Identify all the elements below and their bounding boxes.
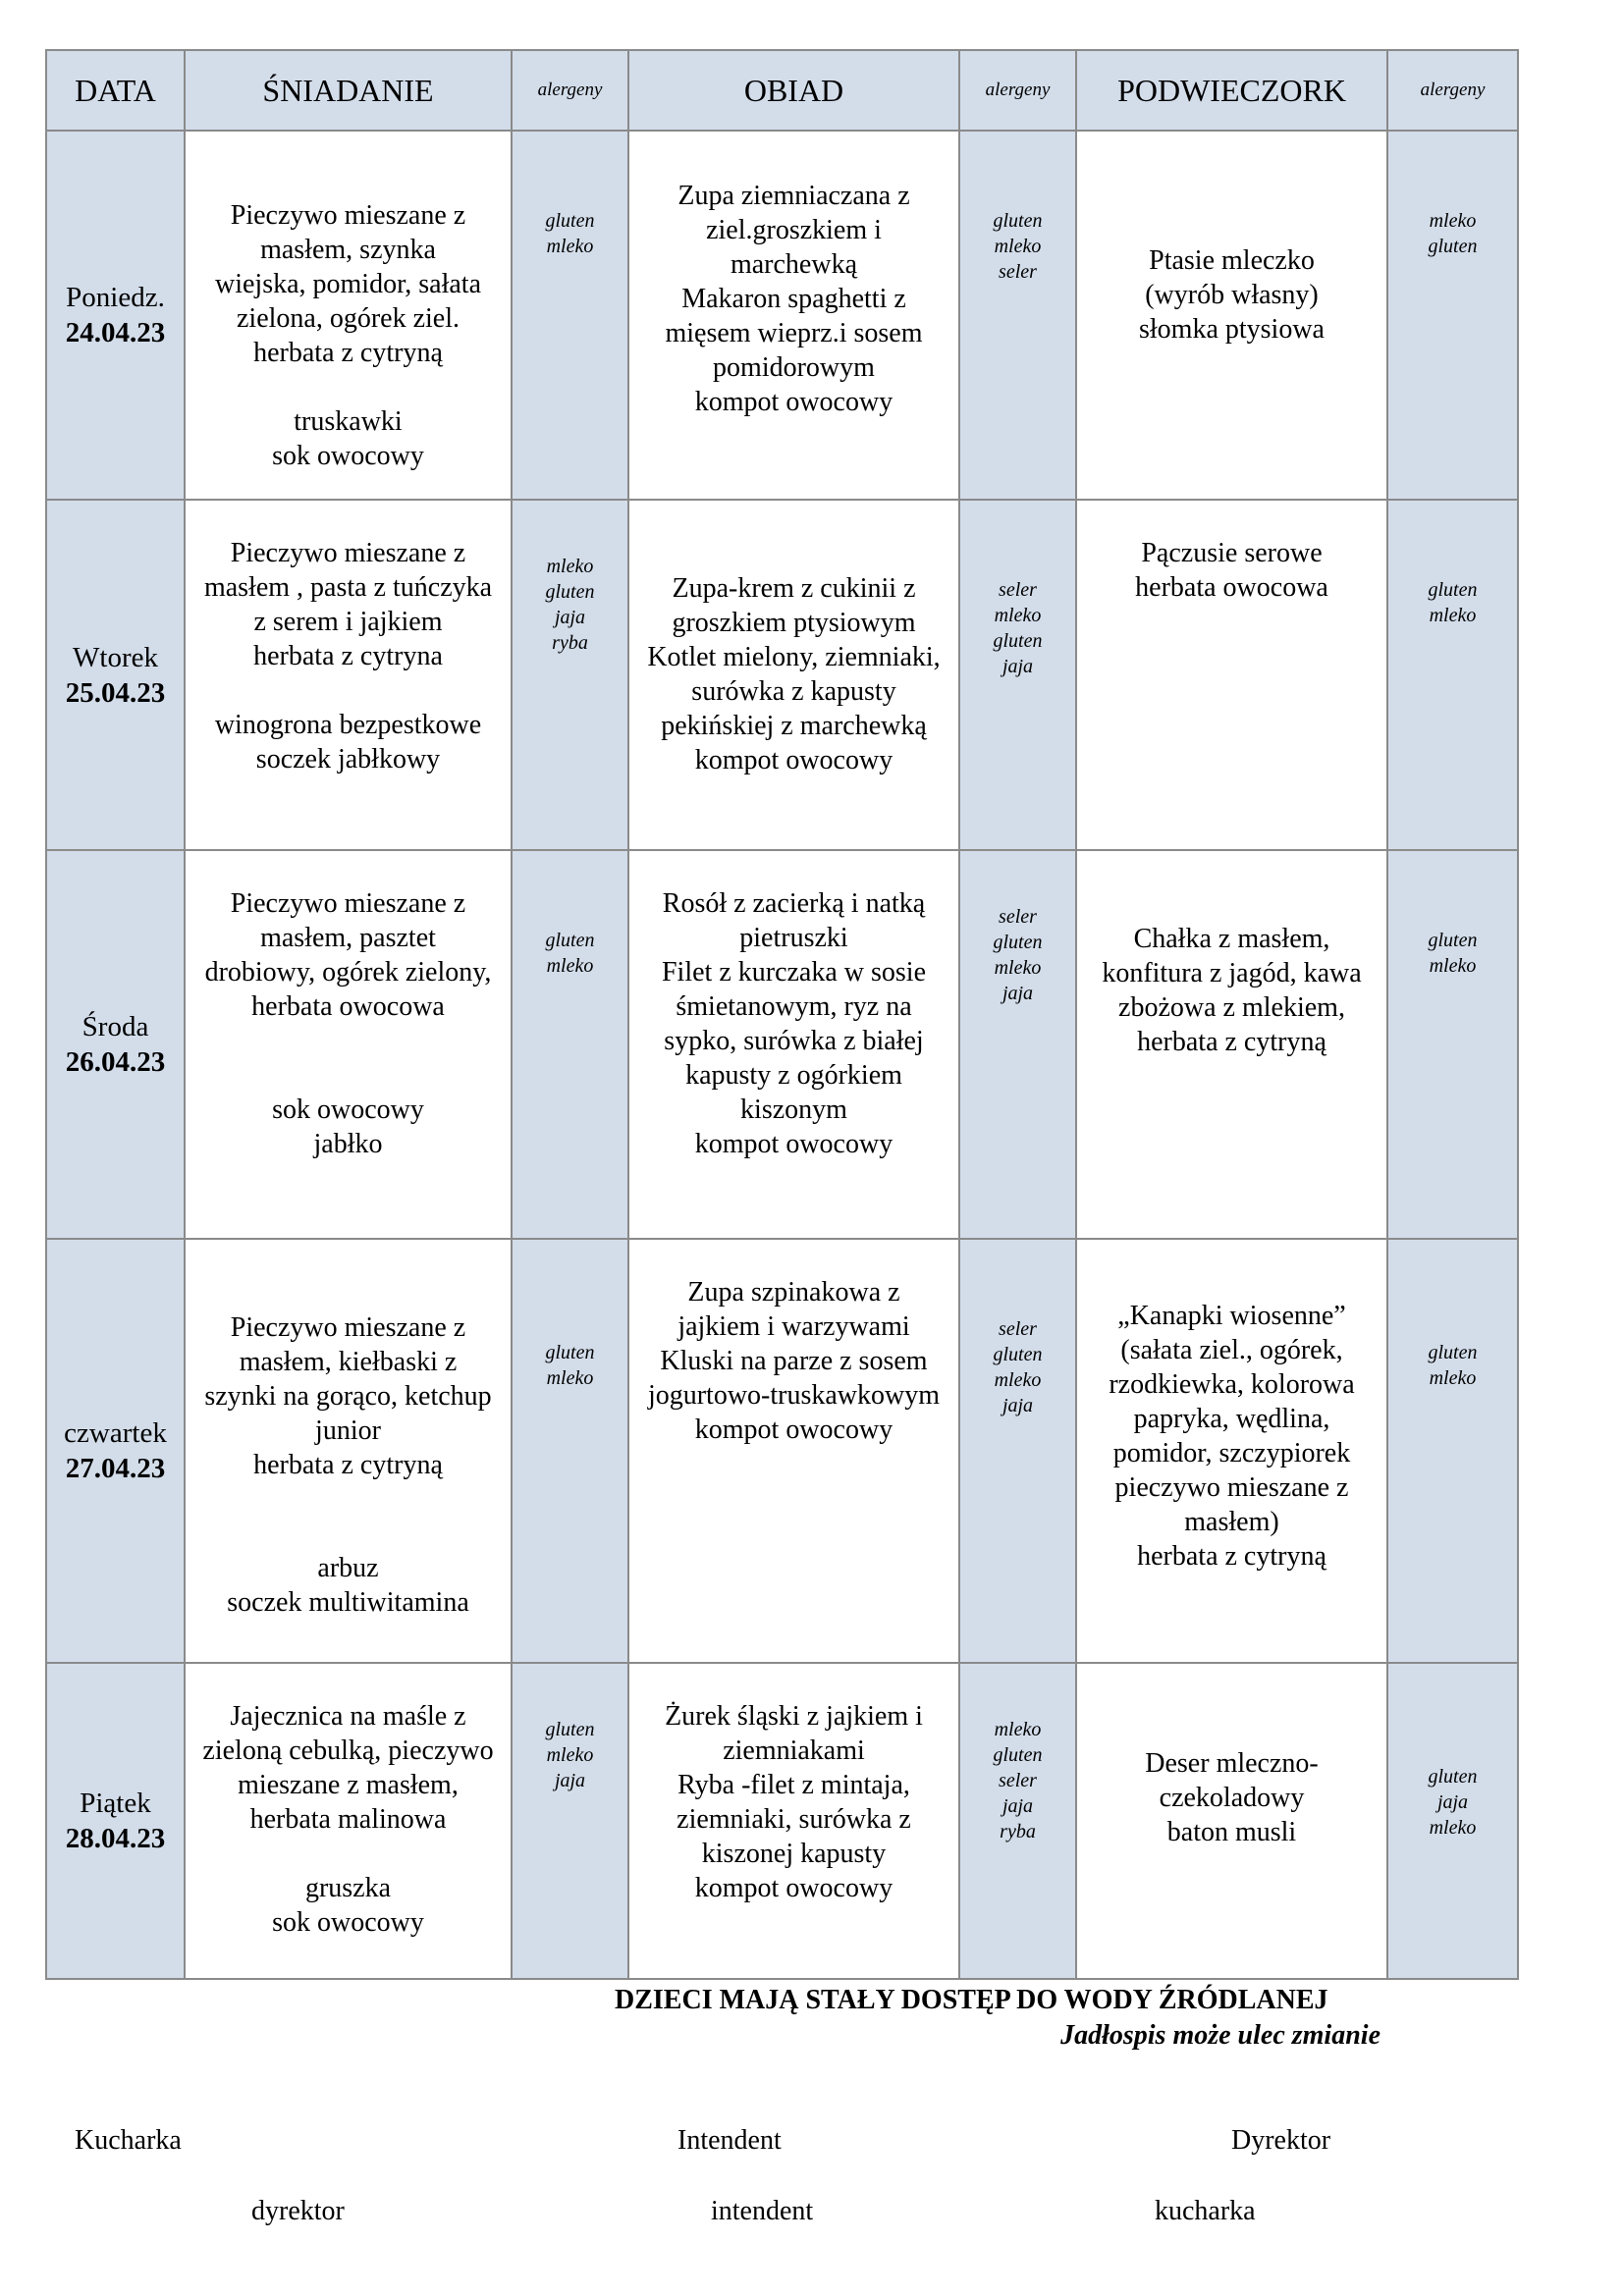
snack-cell: [1076, 1239, 1387, 1663]
allergen-item: gluten: [1428, 236, 1478, 257]
menu-line: jabłko: [313, 1129, 383, 1159]
menu-line: z serem i jajkiem: [253, 607, 443, 637]
snack-allergens-cell: [1387, 1239, 1518, 1663]
menu-line: Zupa ziemniaczana z: [677, 181, 910, 211]
menu-line: Jajecznica na maśle z: [230, 1701, 466, 1732]
snack-cell: [1076, 500, 1387, 850]
menu-line: sok owocowy: [272, 1095, 424, 1125]
header-row: [46, 50, 1518, 131]
allergen-item: seler: [999, 906, 1037, 928]
menu-line: kompot owocowy: [694, 1129, 893, 1159]
menu-line: herbata owocowa: [1135, 572, 1328, 603]
allergen-item: mleko: [1429, 955, 1477, 977]
allergen-item: ryba: [1000, 1821, 1036, 1842]
menu-line: soczek jabłkowy: [255, 744, 441, 774]
menu-line: jajkiem i warzywami: [677, 1311, 910, 1342]
lunch-allergens-cell: [959, 1663, 1076, 1979]
day-date: 24.04.23: [65, 317, 166, 348]
menu-line: gruszka: [304, 1873, 392, 1903]
allergen-item: gluten: [993, 630, 1043, 652]
signature-director-name: dyrektor: [251, 2196, 345, 2226]
menu-line: pieczywo mieszane z: [1114, 1472, 1349, 1503]
day-cell: [46, 500, 185, 850]
allergen-item: mleko: [994, 957, 1042, 979]
menu-line: Chałka z masłem,: [1133, 924, 1330, 954]
snack-allergens-cell: [1387, 500, 1518, 850]
menu-line: kiszonym: [740, 1095, 847, 1125]
allergen-item: gluten: [1428, 930, 1478, 951]
signature-cook-name: kucharka: [1155, 2196, 1256, 2226]
menu-line: kompot owocowy: [694, 1873, 893, 1903]
lunch-allergens-cell: [959, 850, 1076, 1239]
menu-line: pekińskiej z marchewką: [661, 711, 927, 741]
menu-line: pomidorowym: [713, 352, 875, 383]
breakfast-cell: [185, 1239, 512, 1663]
lunch-cell: [628, 1239, 959, 1663]
menu-line: winogrona bezpestkowe: [214, 710, 482, 740]
allergen-item: gluten: [545, 930, 595, 951]
menu-line: Pieczywo mieszane z: [230, 1312, 466, 1343]
menu-line: szynki na gorąco, ketchup: [204, 1381, 492, 1412]
spacer: [186, 1024, 511, 1058]
spacer: [186, 1482, 511, 1517]
spacer: [186, 370, 511, 404]
menu-line: drobiowy, ogórek zielony,: [204, 957, 492, 988]
day-date: 26.04.23: [65, 1046, 166, 1078]
day-cell: [46, 1663, 185, 1979]
allergen-item: jaja: [1001, 983, 1034, 1004]
menu-line: Pączusie serowe: [1141, 538, 1323, 568]
allergen-item: seler: [999, 261, 1037, 283]
menu-line: marchewką: [730, 249, 858, 280]
menu-table: [45, 49, 1519, 1980]
allergen-item: gluten: [545, 1342, 595, 1363]
menu-line: Pieczywo mieszane z: [230, 888, 466, 919]
breakfast-cell: [185, 1663, 512, 1979]
signature-director-label: Dyrektor: [1231, 2125, 1331, 2156]
menu-line: pietruszki: [739, 923, 848, 953]
breakfast-allergens-cell: [512, 131, 628, 500]
menu-line: groszkiem ptysiowym: [672, 608, 916, 638]
allergen-item: gluten: [1428, 1342, 1478, 1363]
lunch-cell: [628, 1663, 959, 1979]
menu-line: herbata z cytryną: [1137, 1027, 1326, 1057]
allergen-item: jaja: [554, 1770, 586, 1791]
allergen-item: mleko: [1429, 1817, 1477, 1839]
day-name: Piątek: [80, 1788, 151, 1819]
lunch-cell: [628, 850, 959, 1239]
day-name: Wtorek: [73, 641, 158, 673]
menu-line: truskawki: [294, 406, 403, 437]
breakfast-allergens-cell: [512, 500, 628, 850]
breakfast-cell: [185, 500, 512, 850]
menu-line: sypko, surówka z białej: [664, 1026, 924, 1056]
day-cell: [46, 131, 185, 500]
menu-line: kompot owocowy: [694, 745, 893, 775]
menu-line: słomka ptysiowa: [1139, 314, 1325, 345]
menu-line: konfitura z jagód, kawa: [1102, 958, 1362, 988]
day-name: czwartek: [64, 1417, 167, 1449]
spacer: [186, 1517, 511, 1551]
menu-line: Rosół z zacierką i natką: [662, 888, 926, 919]
menu-line: zielona, ogórek ziel.: [236, 303, 460, 334]
allergen-item: mleko: [546, 556, 594, 577]
day-row: [46, 1663, 1518, 1979]
allergen-item: jaja: [1001, 656, 1034, 677]
menu-line: kompot owocowy: [694, 387, 893, 417]
allergen-item: mleko: [546, 236, 594, 257]
menu-line: herbata z cytryną: [1137, 1541, 1326, 1572]
menu-line: mieszane z masłem,: [238, 1770, 459, 1800]
allergen-item: mleko: [1429, 210, 1477, 232]
menu-line: (wyrób własny): [1145, 280, 1319, 310]
allergen-item: mleko: [994, 236, 1042, 257]
day-name: Poniedz.: [66, 282, 165, 313]
snack-allergens-cell: [1387, 850, 1518, 1239]
breakfast-cell: [185, 850, 512, 1239]
snack-allergens-cell: [1387, 131, 1518, 500]
allergen-item: seler: [999, 1318, 1037, 1340]
day-row: [46, 1239, 1518, 1663]
menu-line: herbata owocowa: [251, 991, 445, 1022]
breakfast-cell: [185, 131, 512, 500]
menu-line: masłem, szynka: [260, 235, 436, 265]
allergen-item: jaja: [1436, 1791, 1469, 1813]
allergen-item: gluten: [993, 932, 1043, 953]
menu-line: Żurek śląski z jajkiem i: [665, 1701, 923, 1732]
day-date: 27.04.23: [65, 1453, 166, 1484]
breakfast-allergens-cell: [512, 1663, 628, 1979]
menu-line: masłem): [1184, 1507, 1279, 1537]
allergen-item: gluten: [993, 1344, 1043, 1365]
allergen-item: jaja: [554, 607, 586, 628]
menu-line: herbata malinowa: [249, 1804, 447, 1835]
menu-line: (sałata ziel., ogórek,: [1120, 1335, 1343, 1365]
menu-line: pomidor, szczypiorek: [1112, 1438, 1351, 1468]
allergen-item: mleko: [994, 605, 1042, 626]
spacer: [186, 1058, 511, 1093]
allergen-item: gluten: [993, 210, 1043, 232]
allergen-item: jaja: [1001, 1795, 1034, 1817]
menu-line: arbuz: [317, 1553, 379, 1583]
menu-line: czekoladowy: [1159, 1783, 1305, 1813]
menu-line: masłem, kiełbaski z: [239, 1347, 458, 1377]
allergen-item: jaja: [1001, 1395, 1034, 1416]
water-notice: DZIECI MAJĄ STAŁY DOSTĘP DO WODY ŹRÓDLANEJ: [615, 1985, 1328, 2015]
allergen-item: mleko: [1429, 1367, 1477, 1389]
menu-line: papryka, wędlina,: [1133, 1404, 1330, 1434]
menu-line: ziel.groszkiem i: [706, 215, 882, 245]
menu-line: herbata z cytryną: [253, 338, 443, 368]
allergen-item: gluten: [545, 581, 595, 603]
allergen-item: seler: [999, 1770, 1037, 1791]
day-row: [46, 850, 1518, 1239]
allergen-item: gluten: [1428, 1766, 1478, 1788]
header-date: DATA: [46, 50, 185, 131]
menu-line: Kluski na parze z sosem: [660, 1346, 928, 1376]
breakfast-allergens-cell: [512, 1239, 628, 1663]
menu-line: Deser mleczno-: [1145, 1748, 1319, 1779]
menu-line: „Kanapki wiosenne”: [1117, 1301, 1346, 1331]
menu-line: rzodkiewka, kolorowa: [1109, 1369, 1355, 1400]
day-row: [46, 500, 1518, 850]
menu-line: ziemniaki, surówka z: [677, 1804, 911, 1835]
signature-cook-label: Kucharka: [75, 2125, 182, 2156]
allergen-item: mleko: [994, 1719, 1042, 1740]
spacer: [186, 1837, 511, 1871]
menu-line: surówka z kapusty: [691, 676, 896, 707]
allergen-item: ryba: [552, 632, 588, 654]
allergen-item: gluten: [1428, 579, 1478, 601]
day-row: [46, 131, 1518, 500]
day-cell: [46, 850, 185, 1239]
spacer: [186, 673, 511, 708]
menu-line: kapusty z ogórkiem: [685, 1060, 902, 1091]
menu-line: masłem , pasta z tuńczyka: [203, 572, 493, 603]
allergen-item: seler: [999, 579, 1037, 601]
menu-line: Ptasie mleczko: [1149, 245, 1315, 276]
menu-line: Filet z kurczaka w sosie: [661, 957, 927, 988]
signature-steward-name: intendent: [711, 2196, 814, 2226]
allergen-item: gluten: [993, 1744, 1043, 1766]
menu-line: Pieczywo mieszane z: [230, 200, 466, 231]
menu-line: Zupa szpinakowa z: [687, 1277, 900, 1308]
menu-line: herbata z cytryną: [253, 1450, 443, 1480]
allergen-item: gluten: [545, 1719, 595, 1740]
menu-line: masłem, pasztet: [260, 923, 436, 953]
menu-line: soczek multiwitamina: [227, 1587, 469, 1618]
signature-steward-label: Intendent: [677, 2125, 782, 2156]
menu-line: wiejska, pomidor, sałata: [214, 269, 482, 299]
menu-line: Ryba -filet z mintaja,: [677, 1770, 910, 1800]
lunch-allergens-cell: [959, 500, 1076, 850]
snack-cell: [1076, 131, 1387, 500]
header-lunch: OBIAD: [628, 50, 959, 131]
menu-line: kompot owocowy: [694, 1415, 893, 1445]
allergen-item: mleko: [546, 955, 594, 977]
day-cell: [46, 1239, 185, 1663]
menu-line: jogurtowo-truskawkowym: [647, 1380, 941, 1411]
lunch-allergens-cell: [959, 1239, 1076, 1663]
menu-line: śmietanowym, ryz na: [676, 991, 912, 1022]
breakfast-allergens-cell: [512, 850, 628, 1239]
menu-change-notice: Jadłospis może ulec zmianie: [1060, 2020, 1380, 2051]
header-allergens-breakfast: alergeny: [512, 50, 628, 131]
menu-line: junior: [315, 1415, 381, 1446]
day-date: 28.04.23: [65, 1823, 166, 1854]
header-allergens-snack: alergeny: [1387, 50, 1518, 131]
day-name: Środa: [81, 1011, 149, 1042]
menu-line: ziemniakami: [723, 1735, 865, 1766]
menu-line: kiszonej kapusty: [701, 1839, 887, 1869]
menu-line: zieloną cebulką, pieczywo: [202, 1735, 494, 1766]
allergen-item: mleko: [994, 1369, 1042, 1391]
menu-line: Makaron spaghetti z: [681, 284, 906, 314]
day-date: 25.04.23: [65, 676, 166, 709]
snack-cell: [1076, 850, 1387, 1239]
header-allergens-lunch: alergeny: [959, 50, 1076, 131]
allergen-item: mleko: [546, 1744, 594, 1766]
lunch-cell: [628, 500, 959, 850]
menu-line: Zupa-krem z cukinii z: [672, 573, 916, 604]
menu-line: sok owocowy: [272, 441, 424, 471]
allergen-item: mleko: [1429, 605, 1477, 626]
menu-line: mięsem wieprz.i sosem: [665, 318, 923, 348]
menu-line: zbożowa z mlekiem,: [1118, 992, 1345, 1023]
header-breakfast: ŚNIADANIE: [185, 50, 512, 131]
menu-line: Kotlet mielony, ziemniaki,: [647, 642, 941, 672]
snack-cell: [1076, 1663, 1387, 1979]
allergen-item: gluten: [545, 210, 595, 232]
menu-line: Pieczywo mieszane z: [230, 538, 466, 568]
allergen-item: mleko: [546, 1367, 594, 1389]
lunch-allergens-cell: [959, 131, 1076, 500]
snack-allergens-cell: [1387, 1663, 1518, 1979]
header-snack: PODWIECZORK: [1076, 50, 1387, 131]
menu-line: herbata z cytryna: [253, 641, 443, 671]
menu-line: sok owocowy: [272, 1907, 424, 1938]
menu-line: baton musli: [1166, 1817, 1297, 1847]
lunch-cell: [628, 131, 959, 500]
